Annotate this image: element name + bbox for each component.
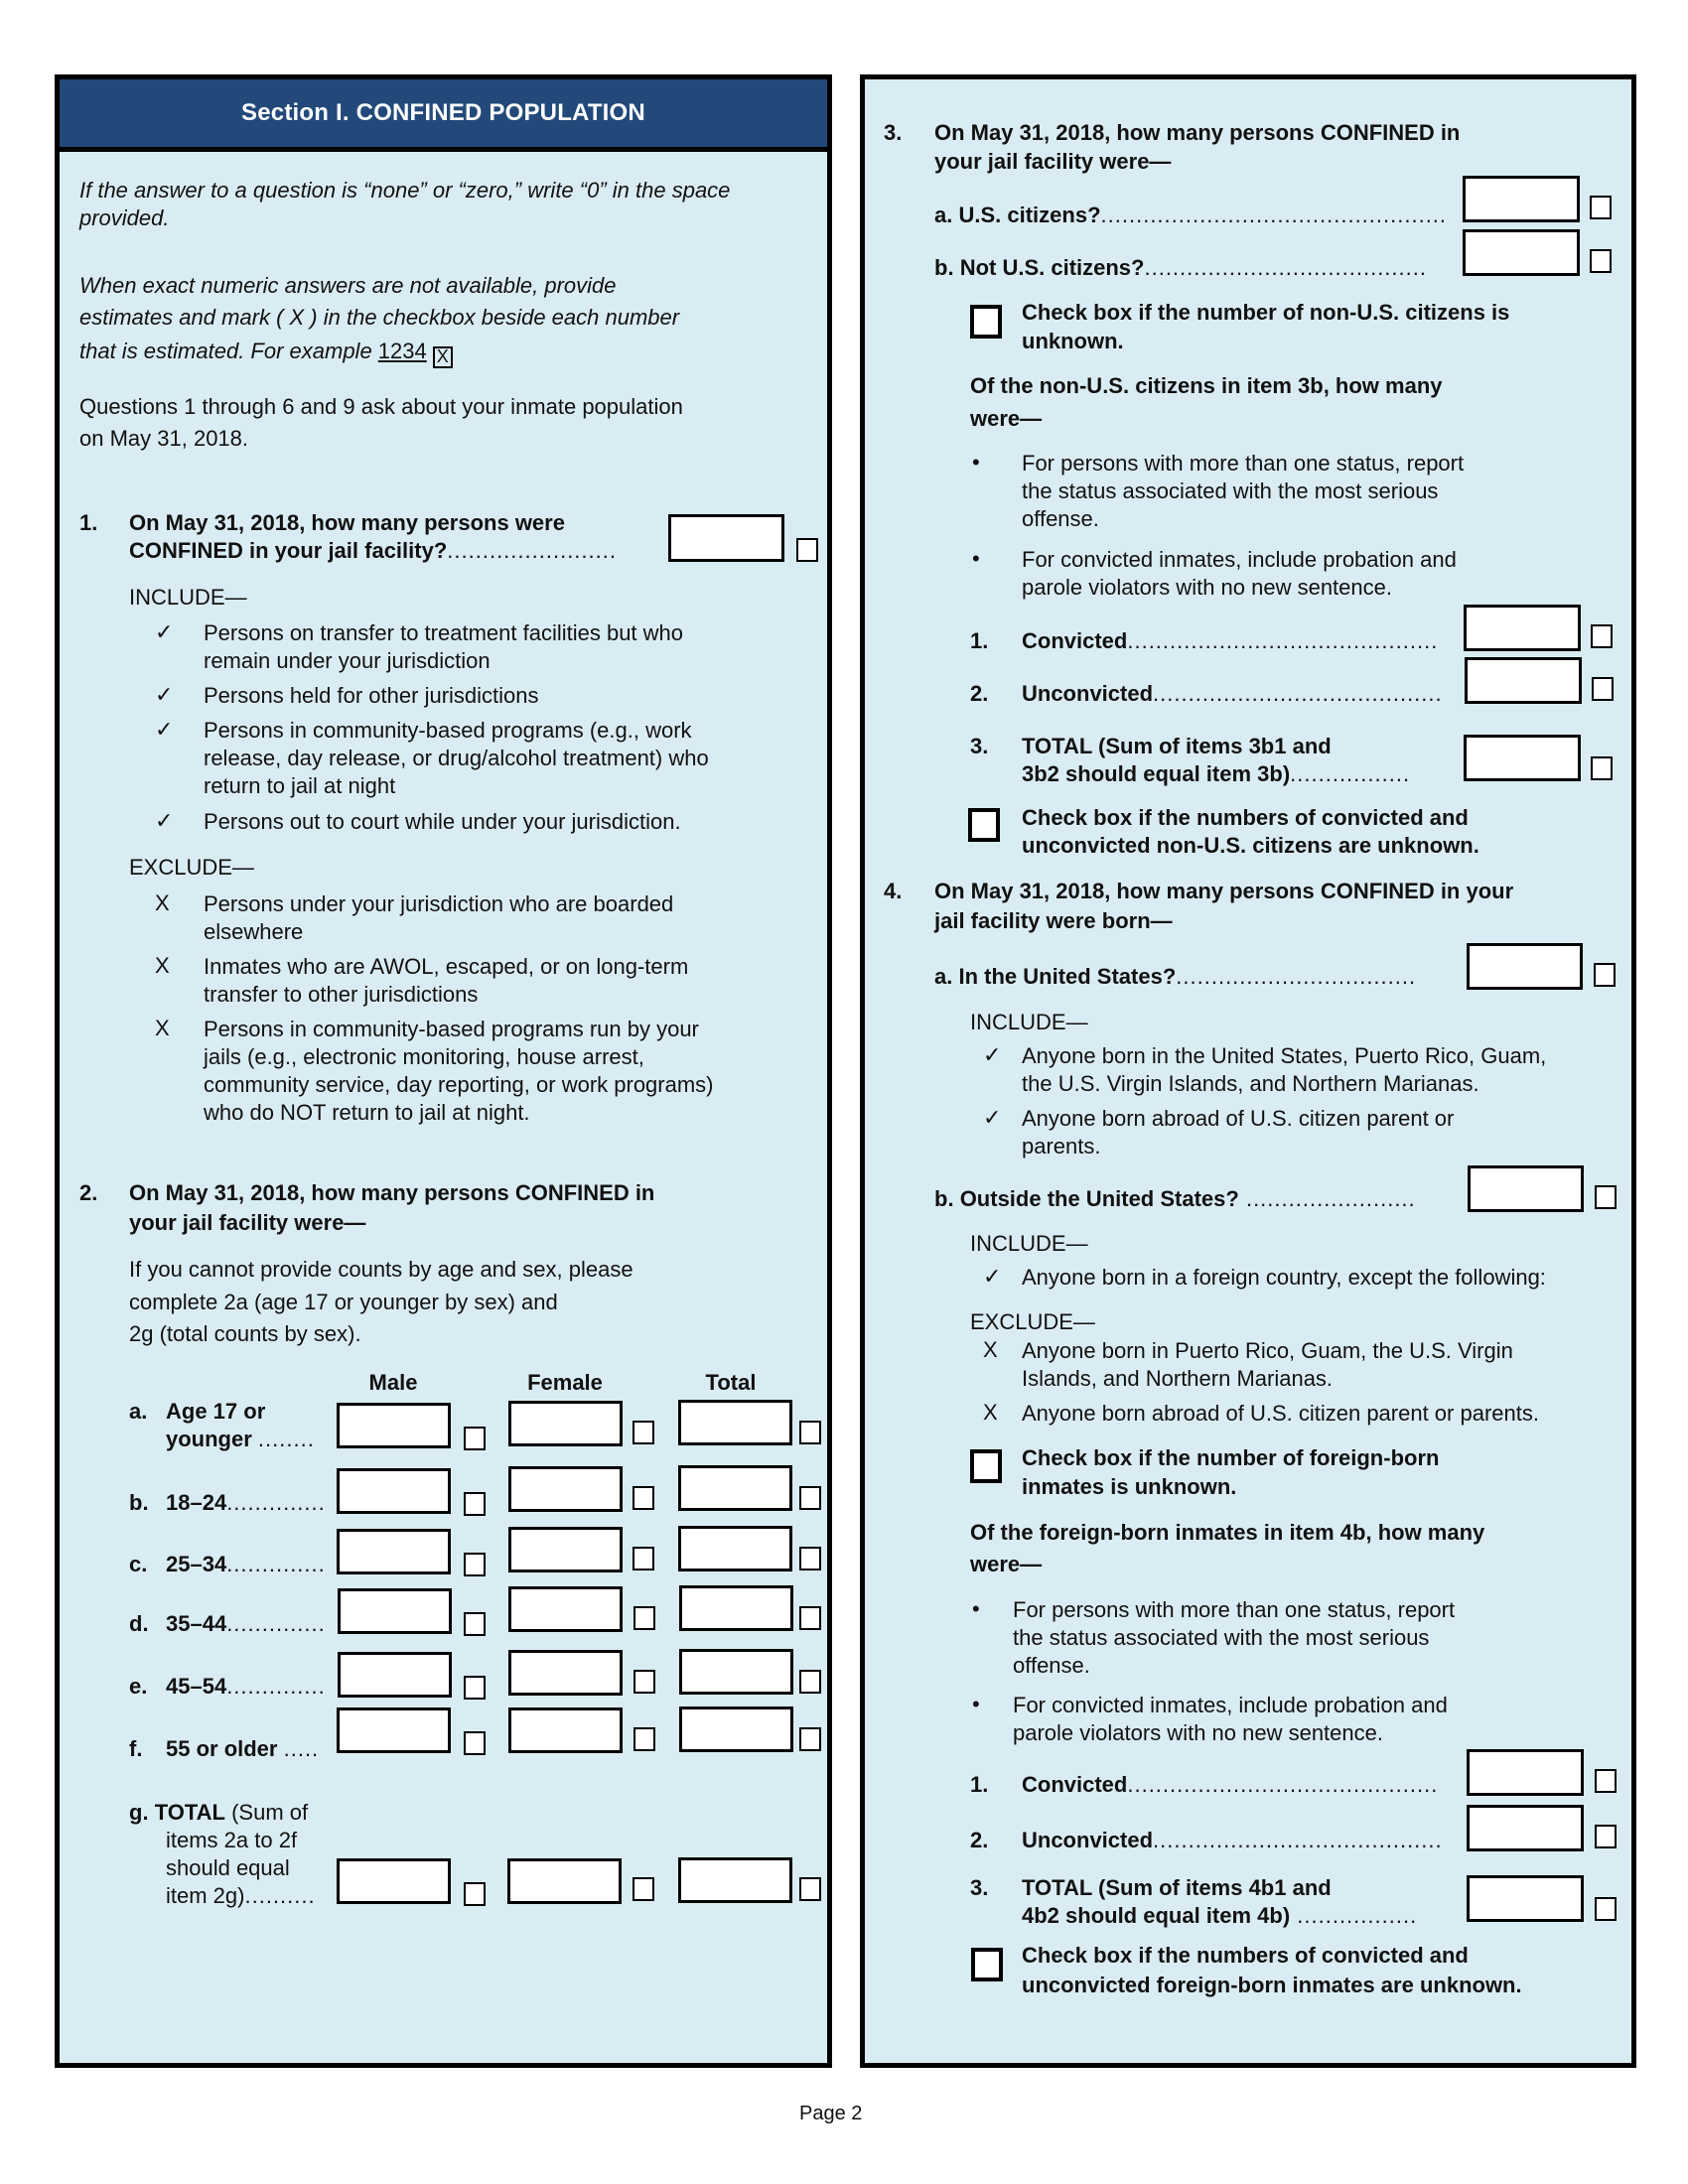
q2g-female-total-input[interactable]	[507, 1858, 622, 1904]
q2-note-line3: 2g (total counts by sex).	[129, 1321, 361, 1346]
q2e-total-input[interactable]	[679, 1649, 793, 1695]
q3b2-label: Unconvicted.........................................	[1022, 681, 1443, 706]
bullet-icon: •	[972, 1692, 980, 1716]
checkmark-icon: ✓	[155, 682, 174, 707]
q3b1-estimate-checkbox[interactable]	[1591, 624, 1613, 648]
q2g-male-estimate-checkbox[interactable]	[464, 1882, 486, 1906]
q3a-estimate-checkbox[interactable]	[1590, 196, 1612, 219]
q4b-exclude-label: EXCLUDE—	[970, 1309, 1095, 1334]
checkmark-icon: ✓	[155, 619, 174, 644]
q1-exclude-item: transfer to other jurisdictions	[204, 982, 479, 1007]
q1-exclude-item: jails (e.g., electronic monitoring, house arrest,	[204, 1044, 644, 1069]
section-title: Section I. CONFINED POPULATION	[60, 79, 827, 152]
q4b-unknown-checkbox[interactable]	[970, 1449, 1002, 1483]
q3b2-estimate-checkbox[interactable]	[1592, 677, 1614, 701]
q4b-unknown-line1: Check box if the number of foreign-born	[1022, 1445, 1440, 1470]
q1-include-item: release, day release, or drug/alcohol treatment) who	[204, 746, 709, 770]
estimate-instruction-line3: that is estimated. For example 1234 X	[79, 338, 453, 368]
q2-text-line2: your jail facility were—	[129, 1210, 366, 1235]
q4-sub-unknown-line2: unconvicted foreign-born inmates are unknown.	[1022, 1973, 1522, 1997]
q2a-female-input[interactable]	[508, 1401, 623, 1446]
q4b-unknown-line2: inmates is unknown.	[1022, 1474, 1237, 1499]
q4b1-convicted-input[interactable]	[1467, 1749, 1584, 1796]
q3b1-label: Convicted............................................	[1022, 628, 1439, 653]
q1-exclude-item: who do NOT return to jail at night.	[204, 1100, 530, 1125]
q3-text-line2: your jail facility were—	[934, 149, 1172, 174]
q4-text-line2: jail facility were born—	[934, 908, 1173, 933]
row-label: 55 or older	[166, 1736, 278, 1761]
q2-number: 2.	[79, 1180, 98, 1205]
q2d-female-input[interactable]	[508, 1586, 623, 1632]
q2e-total-estimate-checkbox[interactable]	[799, 1670, 821, 1694]
q3b-estimate-checkbox[interactable]	[1590, 249, 1612, 273]
q2a-total-input[interactable]	[678, 1400, 792, 1445]
q2c-total-input[interactable]	[678, 1526, 792, 1571]
q3b1-convicted-input[interactable]	[1464, 605, 1581, 651]
column-header-total: Total	[705, 1370, 757, 1395]
q4-sub-intro-line1: Of the foreign-born inmates in item 4b, how many	[970, 1520, 1485, 1545]
checkmark-icon: ✓	[155, 717, 174, 742]
bullet-icon: •	[972, 1596, 980, 1621]
q3b3-label-line2: 3b2 should equal item 3b).................	[1022, 761, 1411, 786]
q4b3-label-line1: TOTAL (Sum of items 4b1 and	[1022, 1875, 1332, 1900]
q2g-female-estimate-checkbox[interactable]	[633, 1877, 654, 1901]
q4a-label: a. In the United States?..................................	[934, 964, 1417, 989]
q3-sub-unknown-checkbox[interactable]	[968, 808, 1000, 842]
q2-note-line1: If you cannot provide counts by age and sex, please	[129, 1257, 633, 1282]
q4b2-label: Unconvicted.........................................	[1022, 1828, 1443, 1852]
q1-exclude-item: Inmates who are AWOL, escaped, or on long-term	[204, 954, 689, 979]
q1-text-line2: CONFINED in your jail facility?........................	[129, 538, 617, 563]
row-label: 25–34	[166, 1552, 227, 1576]
q4-number: 4.	[884, 879, 903, 903]
q2c-female-estimate-checkbox[interactable]	[633, 1547, 654, 1570]
q3-sub-intro-line1: Of the non-U.S. citizens in item 3b, how many	[970, 373, 1443, 398]
q1-exclude-item: Persons under your jurisdiction who are boarded	[204, 891, 674, 916]
q4-sub-unknown-checkbox[interactable]	[971, 1948, 1003, 1981]
q4b2-estimate-checkbox[interactable]	[1595, 1825, 1617, 1848]
q2b-total-input[interactable]	[678, 1465, 792, 1511]
q2a-male-estimate-checkbox[interactable]	[464, 1427, 486, 1450]
q2a-total-estimate-checkbox[interactable]	[799, 1421, 821, 1444]
q3b-unknown-label-line2: unknown.	[1022, 329, 1124, 353]
q4-text-line1: On May 31, 2018, how many persons CONFINED in your	[934, 879, 1514, 903]
row-label: 35–44	[166, 1611, 227, 1636]
q3-sub-intro-line2: were—	[970, 406, 1043, 431]
q2c-male-estimate-checkbox[interactable]	[464, 1553, 486, 1576]
x-mark-icon: X	[155, 953, 170, 978]
q3b3-label-line1: TOTAL (Sum of items 3b1 and	[1022, 734, 1332, 758]
q4b3-estimate-checkbox[interactable]	[1595, 1897, 1617, 1921]
column-header-female: Female	[527, 1370, 603, 1395]
q4b3-total-input[interactable]	[1467, 1875, 1584, 1922]
q3-text-line1: On May 31, 2018, how many persons CONFINED in	[934, 120, 1461, 145]
q4b3-label-line2: 4b2 should equal item 4b) .................	[1022, 1903, 1418, 1928]
q2c-total-estimate-checkbox[interactable]	[799, 1547, 821, 1570]
q4b-include-label: INCLUDE—	[970, 1231, 1088, 1256]
q2f-male-estimate-checkbox[interactable]	[464, 1731, 486, 1755]
q1-estimate-checkbox[interactable]	[796, 538, 818, 562]
q4b1-estimate-checkbox[interactable]	[1595, 1769, 1617, 1793]
q2b-male-input[interactable]	[337, 1468, 451, 1514]
q2g-male-total-input[interactable]	[337, 1858, 451, 1904]
q1-text-line1: On May 31, 2018, how many persons were	[129, 510, 565, 535]
zero-instruction: If the answer to a question is “none” or “zero,” write “0” in the space provided.	[79, 178, 731, 230]
bullet-icon: •	[972, 450, 980, 475]
example-value: 1234	[377, 339, 427, 363]
q2a-male-input[interactable]	[337, 1403, 451, 1448]
q4-sub-unknown-line1: Check box if the numbers of convicted and	[1022, 1943, 1469, 1968]
x-mark-icon: X	[983, 1400, 998, 1425]
q1-exclude-item: community service, day reporting, or work programs)	[204, 1072, 714, 1097]
q1-include-item: Persons held for other jurisdictions	[204, 683, 539, 708]
q2e-male-input[interactable]	[338, 1652, 452, 1698]
estimate-instruction-line1: When exact numeric answers are not available, provide	[79, 273, 617, 298]
q2e-male-estimate-checkbox[interactable]	[464, 1676, 486, 1700]
q2d-male-input[interactable]	[338, 1588, 452, 1634]
q2b-female-input[interactable]	[508, 1466, 623, 1512]
q2-note-line2: complete 2a (age 17 or younger by sex) and	[129, 1290, 558, 1314]
q2f-male-input[interactable]	[337, 1707, 451, 1753]
q2g-total-estimate-checkbox[interactable]	[799, 1877, 821, 1901]
page-number: Page 2	[799, 2103, 863, 2124]
q3b3-estimate-checkbox[interactable]	[1591, 756, 1613, 780]
q3-sub-unknown-line2: unconvicted non-U.S. citizens are unknown.	[1022, 833, 1479, 858]
example-checked-box: X	[433, 346, 453, 368]
row-label: 45–54	[166, 1674, 227, 1699]
q3b-non-citizens-input[interactable]	[1463, 229, 1580, 276]
q1-include-item: return to jail at night	[204, 773, 396, 798]
q2e-female-estimate-checkbox[interactable]	[633, 1670, 655, 1694]
q4b1-label: Convicted............................................	[1022, 1772, 1439, 1797]
estimate-instruction-line2: estimates and mark ( X ) in the checkbox beside each number	[79, 305, 680, 330]
q1-exclude-item: Persons in community-based programs run by your	[204, 1017, 699, 1041]
q4a-include-label: INCLUDE—	[970, 1010, 1088, 1034]
q1-exclude-label: EXCLUDE—	[129, 855, 254, 880]
q2b-male-estimate-checkbox[interactable]	[464, 1492, 486, 1516]
scope-line1: Questions 1 through 6 and 9 ask about your inmate population	[79, 394, 683, 419]
q3b-unknown-checkbox[interactable]	[970, 305, 1002, 339]
q3b-label: b. Not U.S. citizens?........................................	[934, 255, 1427, 280]
q1-count-input[interactable]	[668, 514, 784, 562]
q4a-born-us-input[interactable]	[1467, 943, 1583, 990]
q3a-us-citizens-input[interactable]	[1463, 176, 1580, 222]
q2d-female-estimate-checkbox[interactable]	[633, 1606, 655, 1630]
checkmark-icon: ✓	[983, 1042, 1002, 1067]
scope-line2: on May 31, 2018.	[79, 426, 249, 451]
q2f-female-input[interactable]	[508, 1707, 623, 1753]
q2b-female-estimate-checkbox[interactable]	[633, 1486, 654, 1510]
q2a-female-estimate-checkbox[interactable]	[633, 1421, 654, 1444]
q3b3-total-input[interactable]	[1464, 735, 1581, 781]
q4b2-unconvicted-input[interactable]	[1467, 1805, 1584, 1851]
q1-include-item: Persons in community-based programs (e.g., work	[204, 718, 692, 743]
q2c-male-input[interactable]	[337, 1529, 451, 1574]
q2b-total-estimate-checkbox[interactable]	[799, 1486, 821, 1510]
q3b-unknown-label-line1: Check box if the number of non-U.S. citizens is	[1022, 300, 1510, 325]
q1-include-item: Persons on transfer to treatment facilities but who	[204, 620, 684, 645]
q3b2-unconvicted-input[interactable]	[1465, 657, 1582, 704]
q2e-female-input[interactable]	[508, 1650, 623, 1696]
q2-text-line1: On May 31, 2018, how many persons CONFINED in	[129, 1180, 655, 1205]
q4b-estimate-checkbox[interactable]	[1595, 1185, 1617, 1209]
row-label: 18–24	[166, 1490, 227, 1515]
q2d-male-estimate-checkbox[interactable]	[464, 1612, 486, 1636]
bullet-icon: •	[972, 546, 980, 571]
q4b-born-outside-us-input[interactable]	[1468, 1165, 1584, 1212]
q2f-female-estimate-checkbox[interactable]	[633, 1727, 655, 1751]
q4-sub-intro-line2: were—	[970, 1552, 1043, 1576]
q1-include-item: remain under your jurisdiction	[204, 648, 491, 673]
q2c-female-input[interactable]	[508, 1527, 623, 1572]
q1-number: 1.	[79, 510, 98, 535]
q2g-total-total-input[interactable]	[678, 1857, 792, 1903]
q3-number: 3.	[884, 120, 903, 145]
q2d-total-input[interactable]	[679, 1585, 793, 1631]
checkmark-icon: ✓	[983, 1105, 1002, 1130]
q3a-label: a. U.S. citizens?.................................................	[934, 203, 1448, 227]
q2d-total-estimate-checkbox[interactable]	[799, 1606, 821, 1630]
x-mark-icon: X	[983, 1337, 998, 1362]
q3-sub-unknown-line1: Check box if the numbers of convicted and	[1022, 805, 1469, 830]
q2f-total-input[interactable]	[679, 1706, 793, 1752]
q1-exclude-item: elsewhere	[204, 919, 304, 944]
checkmark-icon: ✓	[983, 1264, 1002, 1289]
column-header-male: Male	[368, 1370, 418, 1395]
x-mark-icon: X	[155, 1016, 170, 1040]
q2f-total-estimate-checkbox[interactable]	[799, 1727, 821, 1751]
q1-include-label: INCLUDE—	[129, 585, 247, 610]
q4a-estimate-checkbox[interactable]	[1594, 963, 1616, 987]
q4b-label: b. Outside the United States? ........................	[934, 1186, 1416, 1211]
x-mark-icon: X	[155, 890, 170, 915]
q1-include-item: Persons out to court while under your jurisdiction.	[204, 809, 681, 834]
row-label: Age 17 or	[166, 1399, 266, 1424]
checkmark-icon: ✓	[155, 808, 174, 833]
